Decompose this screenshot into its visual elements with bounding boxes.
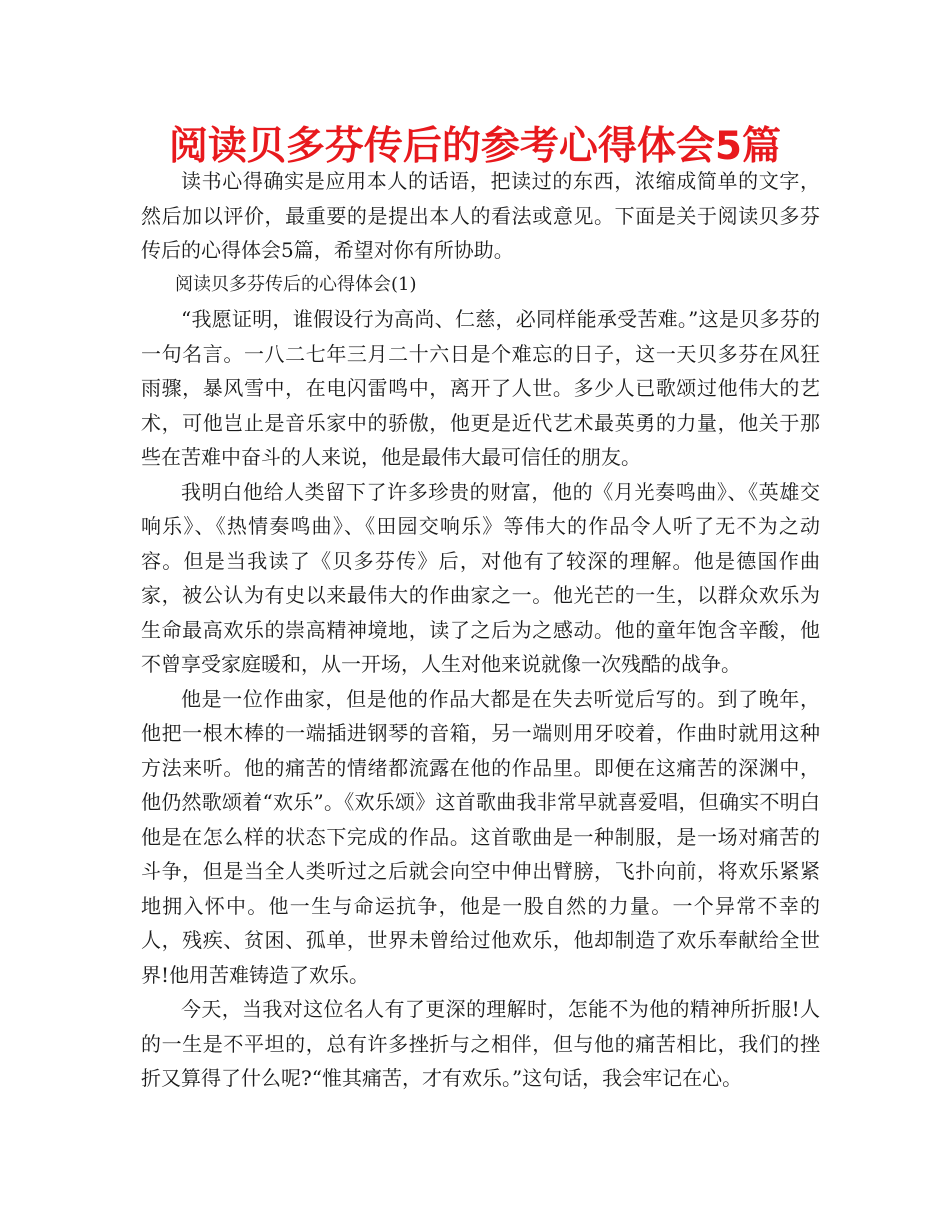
body-paragraph-1: “我愿证明，谁假设行为高尚、仁慈，必同样能承受苦难。”这是贝多芬的一句名言。一八二七年三月二十六日是个难忘的日子，这一天贝多芬在风狂雨骤，暴风雪中，在电闪雷鸣中，离开了人世。多少人已歌颂过他伟大的艺术，可他岂止是音乐家中的骄傲，他更是近代艺术最英勇的力量，他关于那些在苦难中奋斗的人来说，他是最伟大最可信任的朋友。 xyxy=(141,307,820,469)
body-paragraph-3: 他是一位作曲家，但是他的作品大都是在失去听觉后写的。到了晚年，他把一根木棒的一端插进钢琴的音箱，另一端则用牙咬着，作曲时就用这种方法来听。他的痛苦的情绪都流露在他的作品里。即便在这痛苦的深渊中，他仍然歌颂着“欢乐”。《欢乐颂》这首歌曲我非常早就喜爱唱，但确实不明白他是在怎么样的状态下完成的作品。这首歌曲是一种制服，是一场对痛苦的斗争，但是当全人类听过之后就会向空中伸出臂膀，飞扑向前，将欢乐紧紧地拥入怀中。他一生与命运抗争，他是一股自然的力量。一个异常不幸的人，残疾、贫困、孤单，世界未曾给过他欢乐，他却制造了欢乐奉献给全世界!他用苦难铸造了欢乐。 xyxy=(141,686,820,987)
intro-paragraph: 读书心得确实是应用本人的话语，把读过的东西，浓缩成简单的文字，然后加以评价，最重要的是提出本人的看法或意见。下面是关于阅读贝多芬传后的心得体会5篇，希望对你有所协助。 xyxy=(141,169,820,262)
body-paragraph-2: 我明白他给人类留下了许多珍贵的财富，他的《月光奏鸣曲》、《英雄交响乐》、《热情奏鸣曲》、《田园交响乐》等伟大的作品令人听了无不为之动容。但是当我读了《贝多芬传》后，对他有了较深的理解。他是德国作曲家，被公认为有史以来最伟大的作曲家之一。他光芒的一生，以群众欢乐为生命最高欢乐的崇高精神境地，读了之后为之感动。他的童年饱含辛酸，他不曾享受家庭暖和，从一开场，人生对他来说就像一次残酷的战争。 xyxy=(141,479,820,676)
document-title: 阅读贝多芬传后的参考心得体会5篇 xyxy=(168,124,782,169)
document-body xyxy=(141,164,820,1096)
body-paragraph-4: 今天，当我对这位名人有了更深的理解时，怎能不为他的精神所折服!人的一生是不平坦的，总有许多挫折与之相伴，但与他的痛苦相比，我们的挫折又算得了什么呢?“惟其痛苦，才有欢乐。”这句话，我会牢记在心。 xyxy=(141,997,820,1090)
section-heading: 阅读贝多芬传后的心得体会(1) xyxy=(175,273,417,295)
